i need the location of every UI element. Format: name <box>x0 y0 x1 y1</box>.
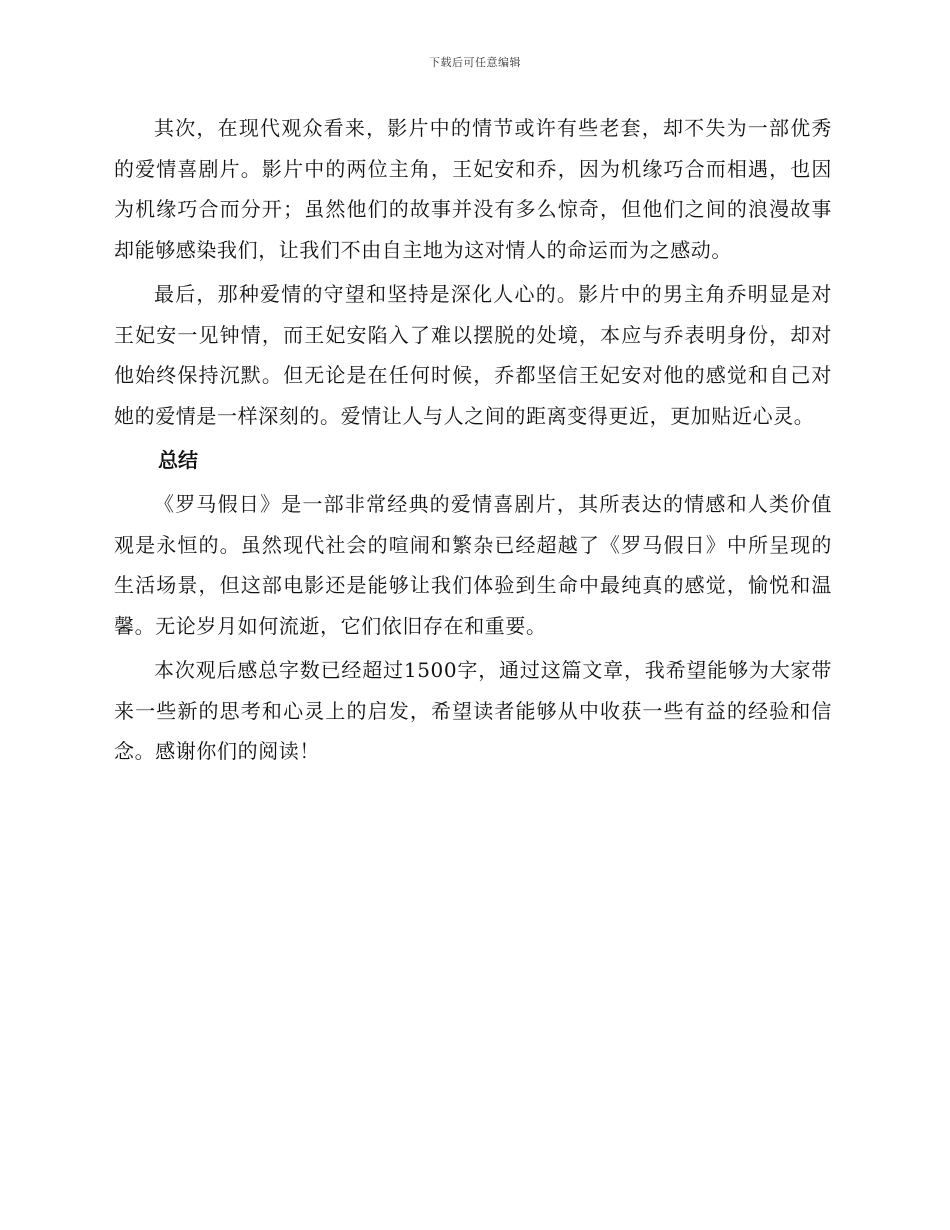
paragraph-summary: 《罗马假日》是一部非常经典的爱情喜剧片，其所表达的情感和人类价值观是永恒的。虽然现代社会的喧闹和繁杂已经超越了《罗马假日》中所呈现的生活场景，但这部电影还是能够让我们体验到生命中最纯真的感觉，愉悦和温馨。无论岁月如何流逝，它们依旧存在和重要。 <box>114 492 832 638</box>
paragraph-closing: 本次观后感总字数已经超过1500字，通过这篇文章，我希望能够为大家带来一些新的思考和心灵上的启发，希望读者能够从中收获一些有益的经验和信念。感谢你们的阅读！ <box>114 658 832 763</box>
paragraph-second-point: 其次，在现代观众看来，影片中的情节或许有些老套，却不失为一部优秀的爱情喜剧片。影片中的两位主角，王妃安和乔，因为机缘巧合而相遇，也因为机缘巧合而分开；虽然他们的故事并没有多么惊奇，但他们之间的浪漫故事却能够感染我们，让我们不由自主地为这对情人的命运而为之感动。 <box>114 116 832 262</box>
document-body <box>114 108 832 772</box>
page-header: 下载后可任意编辑 <box>429 56 521 69</box>
paragraph-last-point: 最后，那种爱情的守望和坚持是深化人心的。影片中的男主角乔明显是对王妃安一见钟情，而王妃安陷入了难以摆脱的处境，本应与乔表明身份，却对他始终保持沉默。但无论是在任何时候，乔都坚信王妃安对他的感觉和自己对她的爱情是一样深刻的。爱情让人与人之间的距离变得更近，更加贴近心灵。 <box>114 282 832 428</box>
section-heading-summary: 总结 <box>158 448 198 472</box>
